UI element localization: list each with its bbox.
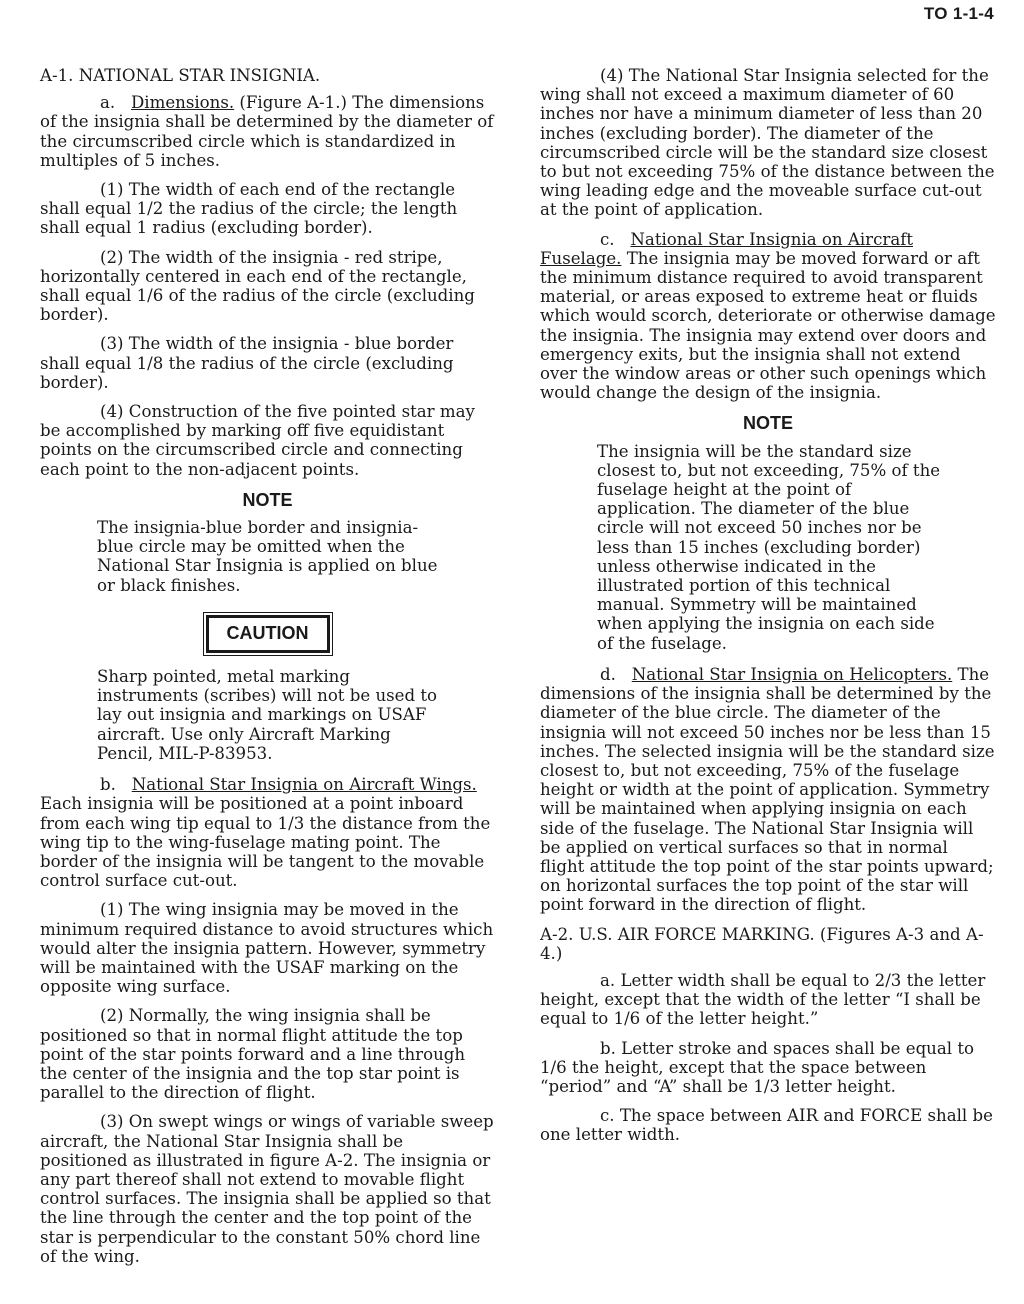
caution-text: Sharp pointed, metal marking instruments (scribes) will not be used to lay out insignia and markings on USAF aircraft. Use only Aircraft Marking Pencil, MIL-P-83953. [97,667,438,763]
paragraph-a2-b: b. Letter stroke and spaces shall be equal to 1/6 the height, except that the space between “period” and “A” shall be 1/3 letter height. [540,1038,975,1096]
paragraph-a2-a: a. Letter width shall be equal to 2/3 the letter height, except that the width of the letter “I shall be equal to 1/6 of the letter height.” [540,970,986,1029]
paragraph-text: Each insignia will be positioned at a point inboard from each wing tip equal to 1/3 the distance from the wing tip to the wing-fuselage mating point. The border of the insignia will be tangent to the movable control surface cut-out. [40,794,491,891]
document-code: TO 1-1-4 [923,4,994,23]
right-column [540,66,996,1155]
paragraph-text: The dimensions of the insignia shall be determined by the diameter of the blue circle. The diameter of the insignia will not exceed 50 inches nor be less than 15 inches. The selected insignia will be the standard size closest to, but not exceeding, 75% of the fuselage height or width at the point of application. Symmetry will be maintained when applying insignia on each side of the fuselage. The National Star Insignia will be applied on vertical surfaces so that in normal flight attitude the top point of the star points upward; on horizontal surfaces the top point of the star will point forward in the direction of flight. [540,664,995,915]
paragraph-a2: (2) The width of the insignia - red stripe, horizontally centered in each end of the rectangle, shall equal 1/6 of the radius of the circle (excluding border). [40,247,475,325]
caution-box: CAUTION [206,615,330,653]
paragraph-title: National Star Insignia on Helicopters. [631,664,953,684]
paragraph-title: National Star Insignia on Aircraft Wings. [131,775,477,795]
paragraph-label: c. [600,229,615,249]
paragraph-a-dimensions [40,93,495,170]
paragraph-title: National Star Insignia on Aircraft Fuselage. [540,229,914,268]
note-text: The insignia will be the standard size closest to, but not exceeding, 75% of the fuselage height at the point of application. The diameter of the blue circle will not exceed 50 inches nor be less than 15 inches (excluding border) unless otherwise indicated in the illustrated portion of this technical manual. Symmetry will be maintained when applying the insignia on each side of the fuselage. [597,441,941,653]
note-text: The insignia-blue border and insignia-blue circle may be omitted when the National Star Insignia is applied on blue or black finishes. [97,518,438,595]
section-heading-a1: A-1. NATIONAL STAR INSIGNIA. [40,66,321,85]
paragraph-title: Dimensions. [131,93,235,113]
paragraph-text: (Figure A-1.) The dimensions of the insignia shall be determined by the diameter of the circumscribed circle which is standardized in multiples of 5 inches. [40,93,494,170]
note-title: NOTE [742,413,793,434]
paragraph-a2-c: c. The space between AIR and FORCE shall be one letter width. [540,1106,993,1145]
section-heading-a2: A-2. U.S. AIR FORCE MARKING. (Figures A-3 and A-4.) [540,924,984,963]
paragraph-b4: (4) The National Star Insignia selected for the wing shall not exceed a maximum diameter of 60 inches nor have a minimum diameter of less than 20 inches (excluding border). The diameter of the circumscribed circle will be the standard size closest to but not exceeding 75% of the distance between the wing leading edge and the moveable surface cut-out at the point of application. [540,66,995,220]
paragraph-label: b. [100,775,116,795]
paragraph-text: The insignia may be moved forward or aft the minimum distance required to avoid transparent material, or areas exposed to extreme heat or fluids which would scorch, deteriorate or otherwise damage the insignia. The insignia may extend over doors and emergency exits, but the insignia shall not extend over the window areas or other such openings which would change the design of the insignia. [540,248,996,403]
paragraph-a3: (3) The width of the insignia - blue border shall equal 1/8 the radius of the circle (excluding border). [40,334,454,392]
paragraph-b-wings [40,775,495,890]
caution-header [40,615,495,653]
paragraph-a1: (1) The width of each end of the rectangle shall equal 1/2 the radius of the circle; the length shall equal 1 radius (excluding border). [40,180,458,238]
paragraph-c-fuselage [540,230,996,403]
paragraph-d-helicopters [540,665,996,915]
note-title: NOTE [242,489,293,510]
paragraph-b3: (3) On swept wings or wings of variable sweep aircraft, the National Star Insignia shall be positioned as illustrated in figure A-2. The insignia or any part thereof shall not extend to movable flight control surfaces. The insignia shall be applied so that the line through the center and the top point of the star is perpendicular to the constant 50% chord line of the wing. [40,1112,494,1266]
paragraph-label: a. [100,93,116,113]
paragraph-a4: (4) Construction of the five pointed star may be accomplished by marking off five equidistant points on the circumscribed circle and connecting each point to the non-adjacent points. [40,402,475,479]
paragraph-b2: (2) Normally, the wing insignia shall be positioned so that in normal flight attitude the top point of the star points forward and a line through the center of the insignia and the top star point is parallel to the direction of flight. [40,1006,466,1103]
paragraph-label: d. [600,664,616,684]
paragraph-b1: (1) The wing insignia may be moved in the minimum required distance to avoid structures which would alter the insignia pattern. However, symmetry will be maintained with the USAF marking on the opposite wing surface. [40,900,494,997]
left-column [40,66,495,1276]
